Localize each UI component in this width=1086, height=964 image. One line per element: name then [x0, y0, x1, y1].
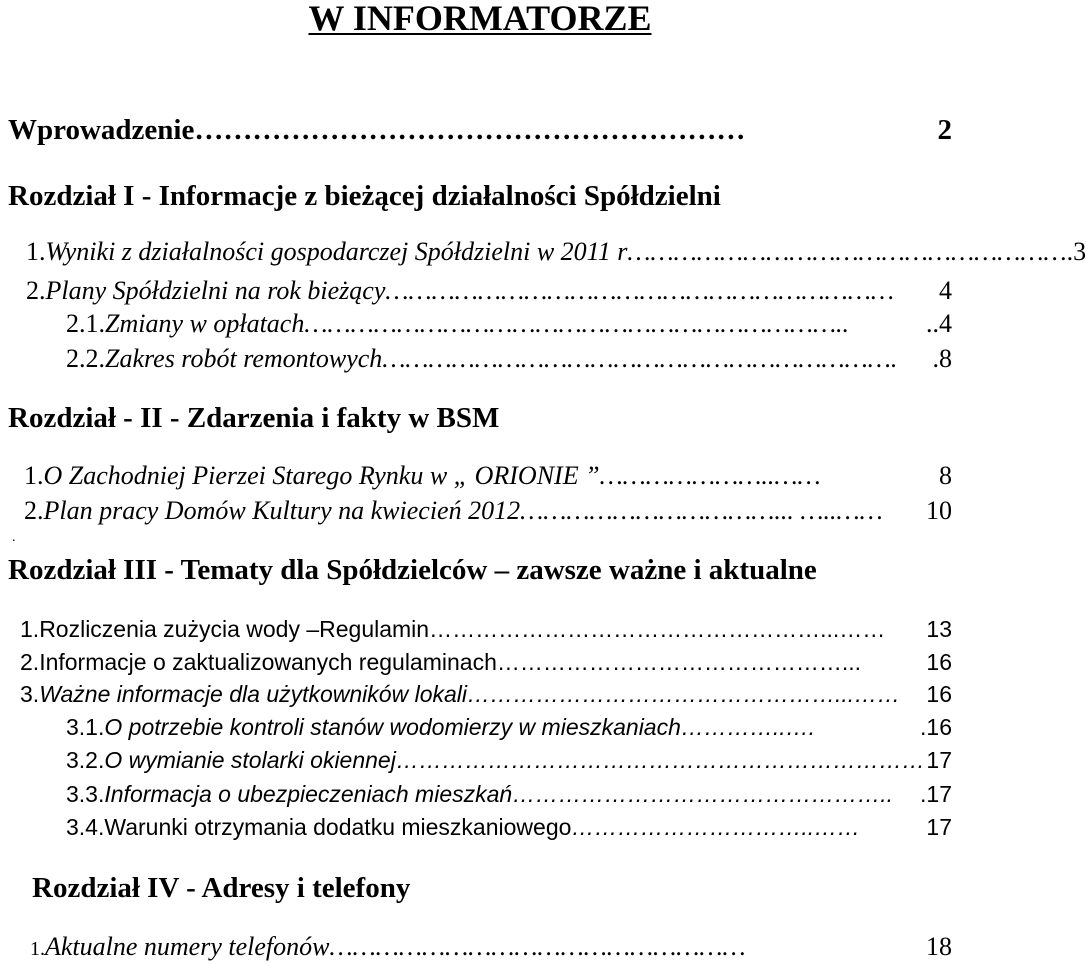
toc-entry[interactable] — [30, 932, 952, 962]
toc-page-number: .3 — [1066, 237, 1086, 266]
toc-page-number: 13 — [926, 616, 952, 642]
toc-page-number: .16 — [920, 714, 952, 740]
toc-entry-label: Wprowadzenie — [8, 114, 195, 146]
toc-leader: …………………………………………………………… — [395, 747, 925, 773]
toc-entry[interactable] — [66, 747, 952, 774]
toc-chapter-heading[interactable] — [8, 180, 952, 213]
document-title: W INFORMATORZE — [308, 0, 652, 38]
toc-leader: …………………………………………...…… — [467, 681, 901, 707]
toc-leader: …………………………………………………………….. — [304, 309, 850, 338]
toc-entry-label: Plan pracy Domów Kultury na kwiecień 2012 — [43, 496, 521, 525]
toc-page-number: 17 — [926, 747, 952, 773]
toc-entry-label: O potrzebie kontroli stanów wodomierzy w mieszkaniach — [104, 714, 681, 740]
toc-leader: …………..…. — [680, 714, 816, 740]
toc-leader: ………………………………………………………… — [385, 276, 894, 305]
toc-entry[interactable] — [66, 781, 952, 808]
toc-entry-label: Warunki otrzymania dodatku mieszkaniowego — [104, 814, 572, 840]
toc-leader: ……………………………………………...…… — [429, 616, 886, 642]
toc-entry[interactable] — [66, 344, 952, 374]
toc-entry-number: 2. — [20, 649, 40, 675]
toc-entry-number: 2.2. — [66, 344, 105, 373]
toc-entry-label: Rozliczenia zużycia wody –Regulamin — [39, 616, 430, 642]
toc-entry[interactable] — [24, 496, 952, 526]
toc-entry[interactable] — [66, 309, 952, 339]
toc-entry-label: O wymianie stolarki okiennej — [104, 747, 396, 773]
toc-leader: ………………………………………... — [496, 649, 862, 675]
toc-page-number: 2 — [937, 114, 952, 146]
toc-entry[interactable] — [66, 714, 952, 741]
toc-entry-label: Zmiany w opłatach — [105, 309, 305, 338]
toc-entry[interactable] — [26, 276, 952, 306]
toc-entry-number: 2.1. — [66, 309, 105, 338]
toc-leader: ………………………………………………… — [194, 114, 746, 146]
toc-page-number: 8 — [939, 461, 952, 490]
toc-entry[interactable] — [20, 649, 952, 676]
toc-entry-label: Rozdział I - Informacje z bieżącej działalności Spółdzielni — [8, 180, 721, 212]
toc-leader: …………………..…… — [599, 461, 821, 490]
toc-page-number: 10 — [926, 496, 952, 525]
toc-entry-label: Rozdział - II - Zdarzenia i fakty w BSM — [8, 402, 500, 434]
toc-page-number: 18 — [926, 932, 952, 961]
toc-entry-label: Zakres robót remontowych — [105, 344, 383, 373]
toc-leader: ……………………………... …..…… — [520, 496, 883, 525]
toc-entry-number: 1. — [24, 461, 44, 490]
toc-leader: ……………………………………………… — [329, 932, 746, 961]
toc-entry-number: 3. — [20, 681, 40, 707]
toc-chapter-heading[interactable] — [8, 554, 952, 587]
toc-entry-number: 1. — [26, 237, 46, 266]
toc-entry[interactable] — [66, 814, 952, 841]
toc-leader: …………………………..…… — [571, 814, 861, 840]
toc-page-number: 16 — [926, 649, 952, 675]
toc-entry-label: Ważne informacje dla użytkowników lokali — [39, 681, 468, 707]
toc-entry-label: Aktualne numery telefonów — [45, 932, 330, 961]
toc-entry-number: 1. — [20, 616, 40, 642]
toc-entry-label: Rozdział IV - Adresy i telefony — [32, 872, 411, 904]
toc-leader: ………………………………………….. — [512, 781, 893, 807]
toc-entry-label: O Zachodniej Pierzei Starego Rynku w „ ORIONIE ” — [43, 461, 600, 490]
toc-entry-introduction[interactable] — [8, 114, 952, 147]
toc-entry-number: 3.1. — [66, 714, 105, 740]
stray-dot: . — [12, 530, 16, 545]
toc-entry-label: Wyniki z działalności gospodarczej Spółdzielni w 2011 r — [45, 237, 628, 266]
toc-chapter-heading[interactable] — [8, 402, 952, 435]
toc-entry-label: Rozdział III - Tematy dla Spółdzielców – zawsze ważne i aktualne — [8, 554, 817, 586]
toc-entry-number: 1. — [30, 938, 45, 960]
toc-page-number: 17 — [926, 814, 952, 840]
toc-entry-label: Informacje o zaktualizowanych regulaminach — [39, 649, 497, 675]
toc-page-number: 16 — [926, 681, 952, 707]
toc-entry[interactable] — [20, 681, 952, 708]
toc-page-number: ..4 — [926, 309, 952, 338]
toc-entry-number: 3.2. — [66, 747, 105, 773]
toc-entry-number: 3.4. — [66, 814, 105, 840]
toc-entry-number: 2. — [26, 276, 46, 305]
toc-entry-label: Plany Spółdzielni na rok bieżący — [45, 276, 386, 305]
toc-leader: ………………………………………………… — [627, 237, 1067, 266]
toc-entry[interactable] — [24, 461, 952, 491]
toc-leader: …………………………………………………………. — [382, 344, 898, 373]
toc-page-number: .17 — [920, 781, 952, 807]
toc-page-number: 4 — [939, 276, 952, 305]
toc-entry-number: 2. — [24, 496, 44, 525]
toc-page-number: .8 — [932, 344, 952, 373]
toc-entry[interactable] — [20, 616, 952, 643]
toc-entry[interactable] — [26, 237, 1086, 267]
toc-chapter-heading[interactable] — [32, 872, 952, 905]
toc-entry-number: 3.3. — [66, 781, 105, 807]
toc-entry-label: Informacja o ubezpieczeniach mieszkań — [104, 781, 513, 807]
